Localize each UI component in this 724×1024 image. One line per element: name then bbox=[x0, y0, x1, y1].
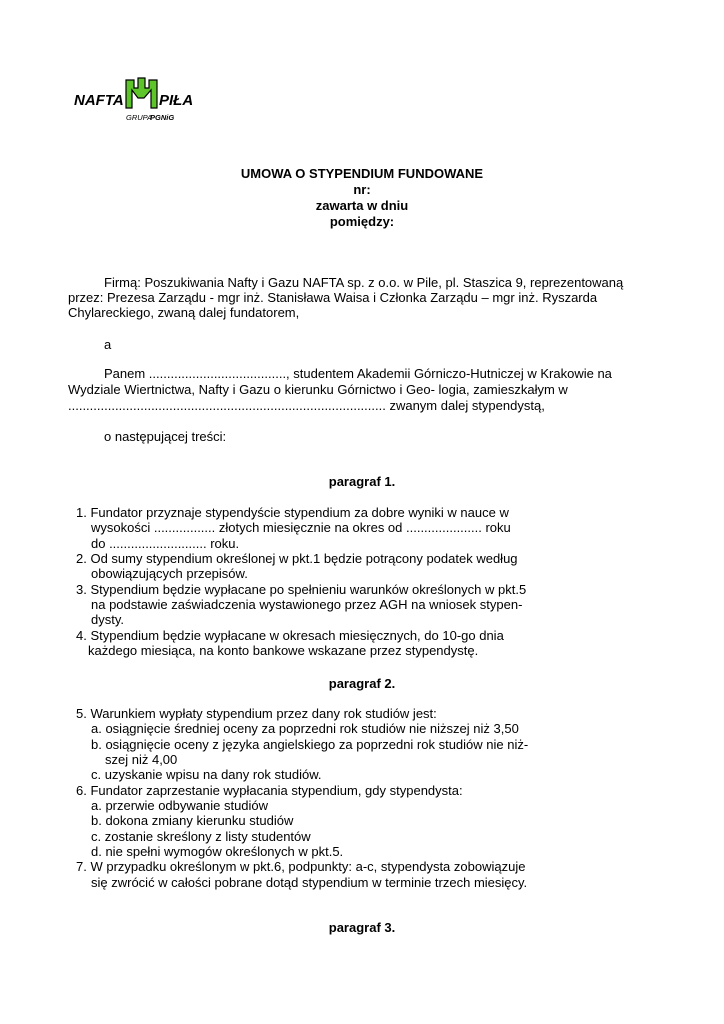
section-2-line: a. osiągnięcie średniej oceny za poprzedni rok studiów nie niższej niż 3,50 bbox=[91, 721, 519, 736]
section-2-line: się zwrócić w całości pobrane dotąd stypendium w terminie trzech miesięcy. bbox=[91, 875, 528, 890]
section-1-line: wysokości ................. złotych miesięcznie na okres od ..................... roku bbox=[91, 520, 511, 535]
firma-line-2: przez: Prezesa Zarządu - mgr inż. Stanisława Waisa i Członka Zarządu – mgr inż. Ryszarda bbox=[68, 290, 598, 305]
section-3-heading: paragraf 3. bbox=[328, 920, 396, 935]
logo-subtitle-brand: PGNiG bbox=[150, 113, 175, 122]
logo-subtitle-prefix: GRUPA bbox=[126, 113, 153, 122]
firma-line-1: Firmą: Poszukiwania Nafty i Gazu NAFTA sp. z o.o. w Pile, pl. Staszica 9, reprezentowaną bbox=[104, 275, 624, 290]
section-1-line: na podstawie zaświadczenia wystawionego przez AGH na wniosek stypen- bbox=[91, 597, 523, 612]
section-1-line: 3. Stypendium będzie wypłacane po spełnieniu warunków określonych w pkt.5 bbox=[76, 582, 527, 597]
section-2-line: szej niż 4,00 bbox=[105, 752, 178, 767]
section-1-heading: paragraf 1. bbox=[328, 474, 396, 489]
section-2-line: b. dokona zmiany kierunku studiów bbox=[91, 813, 294, 828]
section-2-line: d. nie spełni wymogów określonych w pkt.5. bbox=[91, 844, 344, 859]
section-2-line: 6. Fundator zaprzestanie wypłacania stypendium, gdy stypendysta: bbox=[76, 783, 463, 798]
parties-label: pomiędzy: bbox=[329, 214, 395, 229]
panem-line-2: Wydziale Wiertnictwa, Nafty i Gazu o kierunku Górnictwo i Geo- logia, zamieszkałym w bbox=[68, 382, 568, 397]
logo-right-text: PIŁA bbox=[159, 92, 194, 109]
section-2-line: 7. W przypadku określonym w pkt.6, podpunkty: a-c, stypendysta zobowiązuje bbox=[76, 859, 526, 874]
section-2-line: 5. Warunkiem wypłaty stypendium przez dany rok studiów jest: bbox=[76, 706, 437, 721]
contract-number-label: nr: bbox=[353, 182, 371, 197]
firma-line-3: Chylareckiego, zwaną dalej fundatorem, bbox=[68, 305, 300, 320]
section-2-line: a. przerwie odbywanie studiów bbox=[91, 798, 269, 813]
panem-line-1: Panem ......................................, studentem Akademii Górniczo-Hutniczej w Krakowie na bbox=[104, 366, 612, 381]
section-2-line: b. osiągnięcie oceny z języka angielskiego za poprzedni rok studiów nie niż- bbox=[91, 737, 529, 752]
section-1-line: 2. Od sumy stypendium określonej w pkt.1 będzie potrącony podatek według bbox=[76, 551, 518, 566]
section-1-line: obowiązujących przepisów. bbox=[91, 566, 248, 581]
section-2-line: c. uzyskanie wpisu na dany rok studiów. bbox=[91, 767, 322, 782]
document-title: UMOWA O STYPENDIUM FUNDOWANE bbox=[240, 166, 484, 181]
nafta-pila-logo-icon bbox=[74, 74, 219, 124]
conjunction-a: a bbox=[104, 337, 112, 352]
company-logo bbox=[74, 74, 219, 124]
panem-line-3: ........................................................................................ zwanym dalej stypendystą, bbox=[68, 398, 545, 413]
logo-left-text: NAFTA bbox=[74, 92, 124, 109]
section-1-line: 4. Stypendium będzie wypłacane w okresach miesięcznych, do 10-go dnia bbox=[76, 628, 504, 643]
section-1-line: dysty. bbox=[91, 612, 124, 627]
section-1-line: do ........................... roku. bbox=[91, 536, 240, 551]
section-2-line: c. zostanie skreślony z listy studentów bbox=[91, 829, 311, 844]
section-2-heading: paragraf 2. bbox=[328, 676, 396, 691]
contract-date-label: zawarta w dniu bbox=[315, 198, 409, 213]
section-1-line: każdego miesiąca, na konto bankowe wskazane przez stypendystę. bbox=[88, 643, 479, 658]
section-1-line: 1. Fundator przyznaje stypendyście stypendium za dobre wyniki w nauce w bbox=[76, 505, 509, 520]
content-intro: o następującej treści: bbox=[104, 429, 227, 444]
logo-emblem-shape bbox=[126, 78, 157, 108]
